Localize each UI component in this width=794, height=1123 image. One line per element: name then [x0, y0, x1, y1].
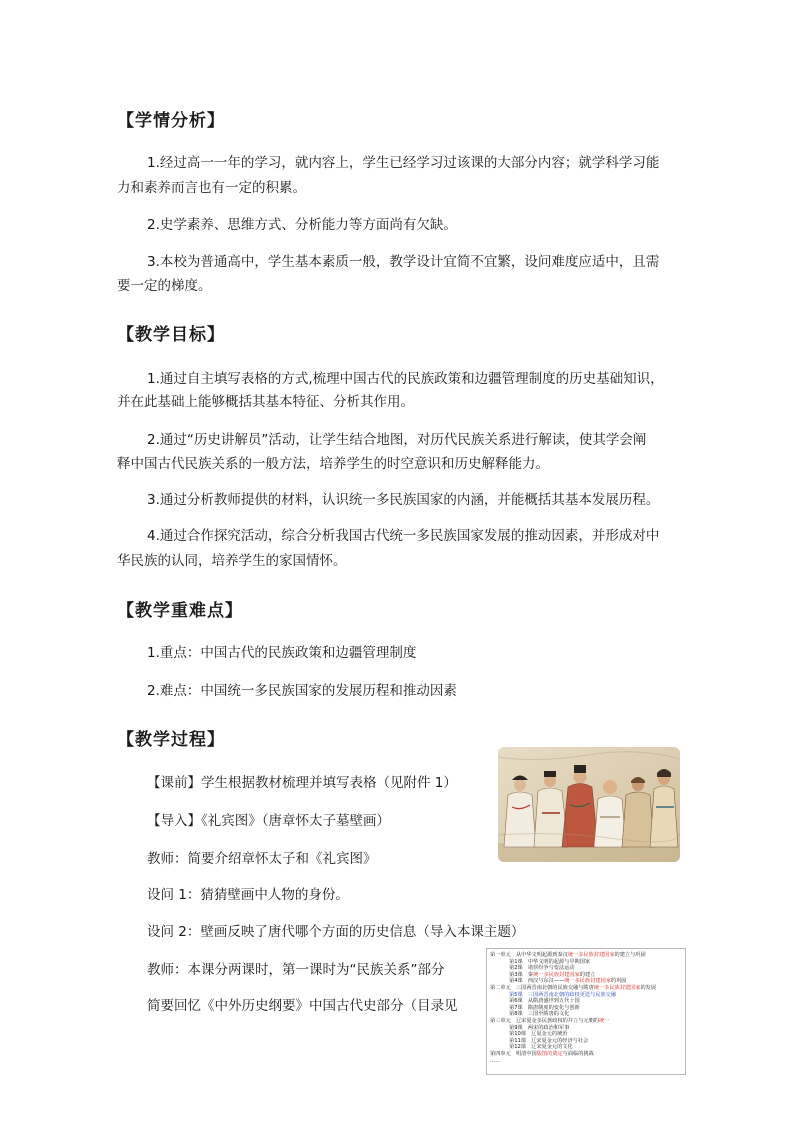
paragraph: 释中国古代民族关系的一般方法，培养学生的时空意识和历史解释能力。	[117, 456, 549, 472]
paragraph: 1.经过高一一年的学习，就内容上，学生已经学习过该课的大部分内容；就学科学习能	[147, 155, 660, 171]
heading-teaching-process: 【教学过程】	[117, 730, 225, 750]
paragraph: 设问 1：猜猜壁画中人物的身份。	[147, 887, 349, 903]
paragraph: 3.本校为普通高中，学生基本素质一般，教学设计宜简不宜繁，设问难度应适中，且需	[147, 254, 660, 270]
paragraph: 设问 2：壁画反映了唐代哪个方面的历史信息（导入本课主题）	[147, 924, 525, 940]
paragraph: 力和素养而言也有一定的积累。	[117, 180, 306, 196]
paragraph: 教师：本课分两课时，第一课时为“民族关系”部分	[147, 962, 445, 978]
heading-teaching-goals: 【教学目标】	[117, 325, 225, 345]
paragraph: 3.通过分析教师提供的材料，认识统一多民族国家的内涵，并能概括其基本发展历程。	[147, 492, 660, 508]
paragraph: 4.通过合作探究活动，综合分析我国古代统一多民族国家发展的推动因素，并形成对中	[147, 528, 660, 544]
heading-learning-analysis: 【学情分析】	[117, 111, 225, 131]
paragraph: 【导入】《礼宾图》（唐章怀太子墓壁画）	[147, 813, 390, 829]
heading-key-points: 【教学重难点】	[117, 601, 243, 621]
paragraph: 2.难点：中国统一多民族国家的发展历程和推动因素	[147, 683, 457, 699]
paragraph: 简要回忆《中外历史纲要》中国古代史部分（目录见	[147, 998, 458, 1014]
paragraph: 1.通过自主填写表格的方式,梳理中国古代的民族政策和边疆管理制度的历史基础知识，	[147, 371, 664, 387]
paragraph: 教师：简要介绍章怀太子和《礼宾图》	[147, 851, 377, 867]
table-of-contents-image: 第一单元 从中华文明起源到秦汉统一多民族封建国家的建立与巩固 第1课 中华文明的起源与早期国家 第2课 诸侯纷争与变法运动 第3课 秦统一多民族封建国家的建立 第4课 西汉与东汉——统一多民族封建国家的巩固 第二单元 三国两晋南北朝的民族交融与隋唐统一多民族封建国家的发展 第5课 三国两晋南北朝的政权更迭与民族交融 第6课 从隋唐盛世到五代十国 第7课 隋唐制度的变化与创新 第8课 三国至隋唐的文化 第三单元 辽宋夏金多民族政权的并立与元朝的统一 第9课 两宋的政治和军事 第10课 辽夏金元的统治 第11课 辽宋夏金元的经济与社会 第12课 辽宋夏金元的文化 第四单元 明清中国版图的奠定与面临的挑战 ……	[486, 948, 686, 1075]
paragraph: 【课前】学生根据教材梳理并填写表格（见附件 1）	[147, 775, 457, 791]
paragraph: 2.通过“历史讲解员”活动，让学生结合地图，对历代民族关系进行解读，使其学会阐	[147, 432, 647, 448]
paragraph: 要一定的梯度。	[117, 278, 212, 294]
paragraph: 1.重点：中国古代的民族政策和边疆管理制度	[147, 645, 417, 661]
mural-image	[498, 747, 680, 862]
paragraph: 2.史学素养、思维方式、分析能力等方面尚有欠缺。	[147, 217, 457, 233]
paragraph: 并在此基础上能够概括其基本特征、分析其作用。	[117, 394, 414, 410]
paragraph: 华民族的认同，培养学生的家国情怀。	[117, 553, 347, 569]
